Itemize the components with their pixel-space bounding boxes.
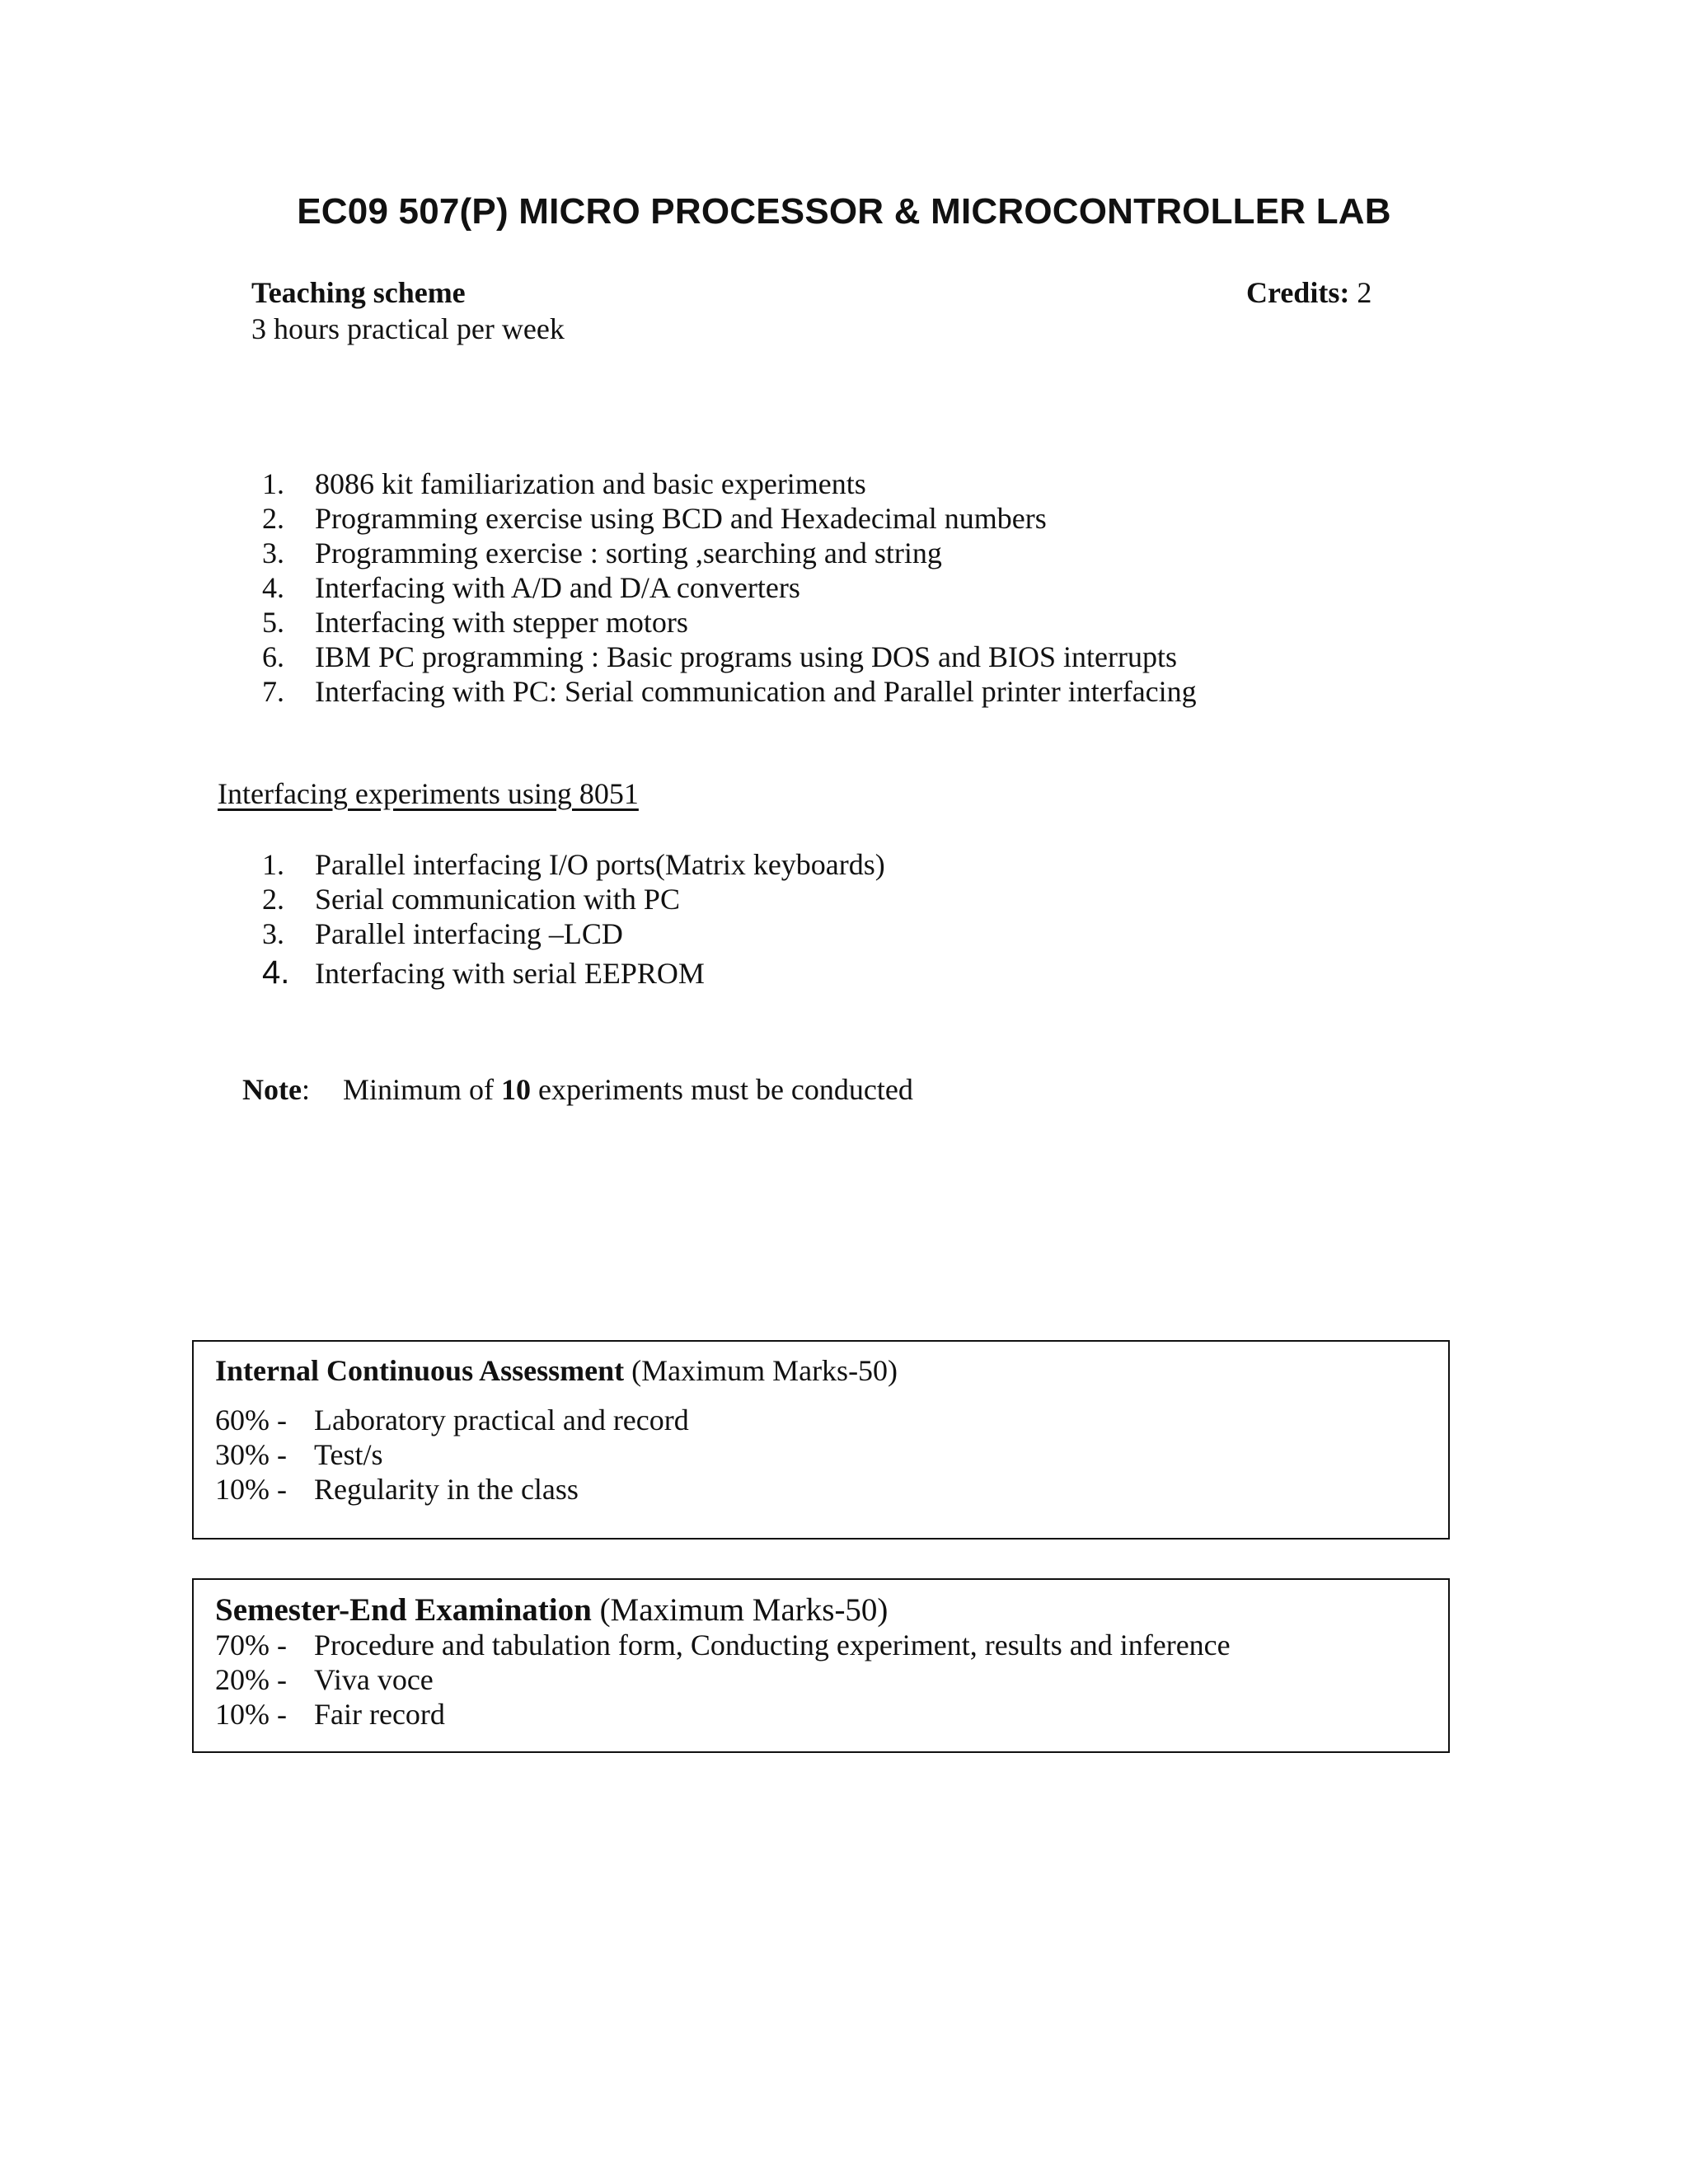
exam-text: Procedure and tabulation form, Conducting experiment, results and inference [314,1629,1231,1661]
list-item [262,916,885,951]
assessment-percent: 60% - [215,1404,287,1436]
exam-text: Viva voce [314,1663,434,1696]
list-item [262,951,885,994]
page-title: EC09 507(P) MICRO PROCESSOR & MICROCONTROLLER LAB [297,191,1391,232]
list-item-number: 2. [262,883,284,916]
list-item-number: 1. [262,848,284,881]
list-item [262,536,1197,570]
credits-value: 2 [1357,276,1372,309]
exam-percent: 70% - [215,1629,287,1661]
list-item-text: Parallel interfacing I/O ports(Matrix keyboards) [315,848,885,881]
list-item-text: 8086 kit familiarization and basic experiments [315,467,866,500]
list-item-number: 7. [262,675,284,708]
list-item [262,605,1197,640]
exam-percent: 10% - [215,1698,287,1731]
list-item-text: Interfacing with stepper motors [315,606,688,639]
list-item-number: 4. [262,954,290,991]
list-item-text: Parallel interfacing –LCD [315,917,623,950]
note [242,1072,913,1107]
assessment-row [215,1472,579,1507]
assessment-text: Test/s [314,1438,383,1471]
list-item-number: 1. [262,467,284,500]
semester-exam-marks: (Maximum Marks-50) [599,1592,889,1628]
note-colon: : [301,1073,310,1106]
list-item [262,674,1197,709]
list-item-number: 4. [262,571,284,604]
note-label: Note [242,1073,302,1106]
exam-percent: 20% - [215,1663,287,1696]
list-item [262,640,1197,674]
assessment-text: Laboratory practical and record [314,1404,689,1436]
list-item-text: Interfacing with PC: Serial communication and Parallel printer interfacing [315,675,1197,708]
list-item-text: IBM PC programming : Basic programs using DOS and BIOS interrupts [315,640,1177,673]
list-item-number: 2. [262,502,284,535]
semester-exam-title: Semester-End Examination [215,1592,592,1628]
note-prefix: Minimum of [342,1073,494,1106]
list-item [262,466,1197,501]
teaching-scheme-label: Teaching scheme [251,276,466,309]
note-count: 10 [501,1073,531,1106]
exam-row [215,1697,445,1732]
internal-assessment-box [192,1340,1450,1540]
semester-exam-heading [215,1591,888,1629]
assessment-row [215,1403,689,1437]
list-item-text: Programming exercise using BCD and Hexadecimal numbers [315,502,1047,535]
internal-assessment-marks: (Maximum Marks-50) [631,1354,898,1387]
list-item [262,570,1197,605]
internal-assessment-heading [215,1353,898,1388]
internal-assessment-title: Internal Continuous Assessment [215,1354,625,1387]
list-item [262,882,885,916]
exam-row [215,1662,434,1697]
assessment-percent: 10% - [215,1473,287,1506]
semester-exam-box [192,1578,1450,1753]
teaching-hours: 3 hours practical per week [251,312,565,345]
credits [1246,275,1372,310]
assessment-row [215,1437,382,1472]
list-item-number: 6. [262,640,284,673]
list-item [262,847,885,882]
list-item-text: Serial communication with PC [315,883,680,916]
list-item-number: 5. [262,606,284,639]
list-item-text: Interfacing with A/D and D/A converters [315,571,800,604]
exam-row [215,1628,1231,1662]
assessment-percent: 30% - [215,1438,287,1471]
credits-label: Credits: [1246,276,1350,309]
list-item-number: 3. [262,917,284,950]
experiments-8086-list [262,466,1197,709]
list-item-text: Interfacing with serial EEPROM [315,957,705,990]
note-suffix: experiments must be conducted [538,1073,913,1106]
assessment-text: Regularity in the class [314,1473,579,1506]
list-item-text: Programming exercise : sorting ,searching and string [315,537,942,569]
list-item [262,501,1197,536]
experiments-8051-list [262,847,885,994]
list-item-number: 3. [262,537,284,569]
section-heading-8051: Interfacing experiments using 8051 [218,777,639,810]
exam-text: Fair record [314,1698,445,1731]
